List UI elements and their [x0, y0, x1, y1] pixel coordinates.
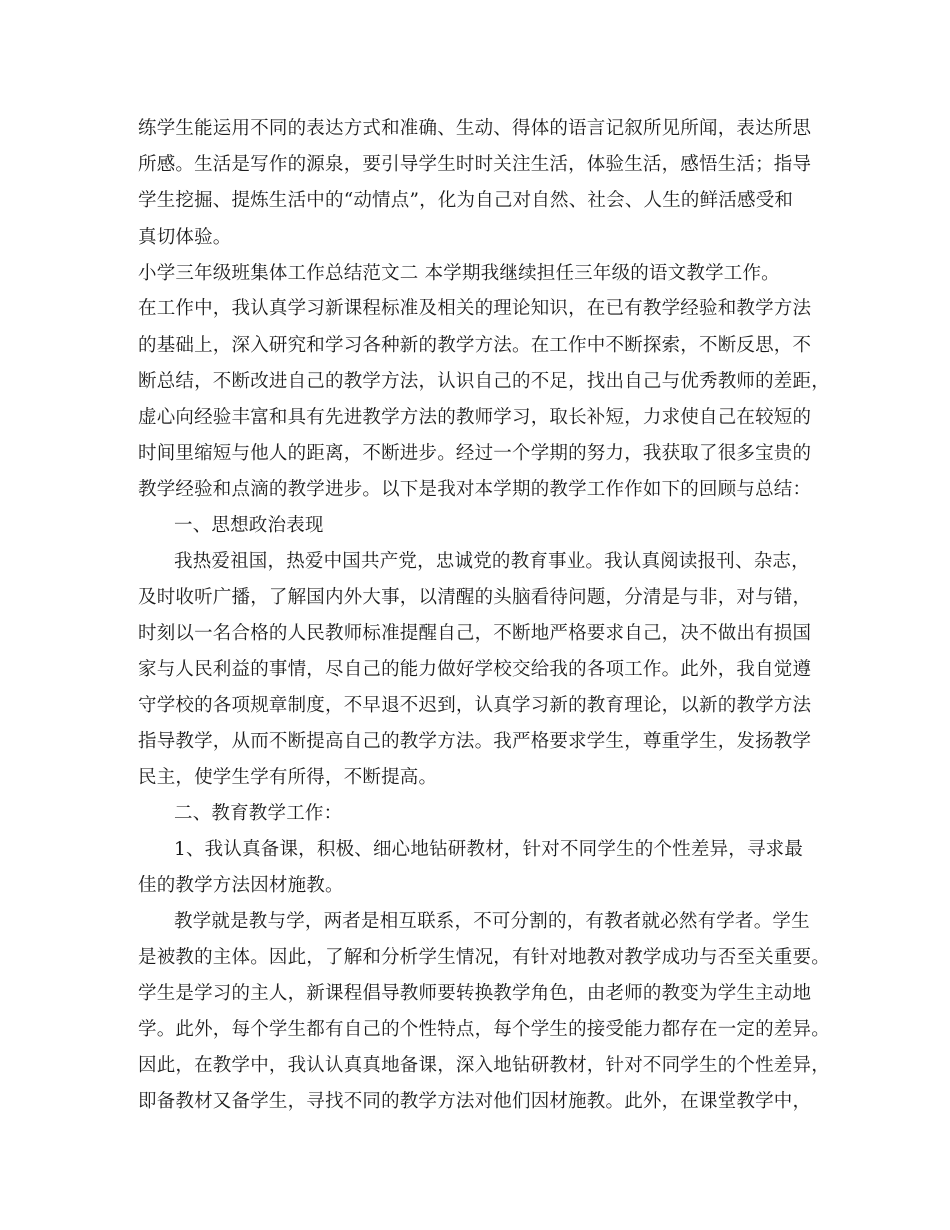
- text-line: 所感。生活是写作的源泉，要引导学生时时关注生活，体验生活，感悟生活；指导: [138, 154, 812, 175]
- text-line: 是被教的主体。因此，了解和分析学生情况，有针对地教对教学成功与否至关重要。: [138, 947, 830, 968]
- text-line: 真切体验。: [138, 227, 232, 248]
- text-line: 即备教材又备学生，寻找不同的教学方法对他们因材施教。此外，在课堂教学中，: [138, 1091, 812, 1112]
- text-line: 教学经验和点滴的教学进步。以下是我对本学期的教学工作作如下的回顾与总结：: [138, 479, 812, 500]
- text-line: 民主，使学生学有所得，不断提高。: [138, 767, 438, 788]
- text-line: 我热爱祖国，热爱中国共产党，忠诚党的教育事业。我认真阅读报刊、杂志，: [174, 551, 810, 572]
- text-line: 教学就是教与学，两者是相互联系，不可分割的，有教者就必然有学者。学生: [174, 911, 810, 932]
- text-line: 因此，在教学中，我认认真真地备课，深入地钻研教材，针对不同学生的个性差异，: [138, 1055, 830, 1076]
- text-line: 时间里缩短与他人的距离，不断进步。经过一个学期的努力，我获取了很多宝贵的: [138, 443, 812, 464]
- text-line: 佳的教学方法因材施教。: [138, 875, 344, 896]
- text-line: 家与人民利益的事情，尽自己的能力做好学校交给我的各项工作。此外，我自觉遵: [138, 659, 812, 680]
- text-line: 学生是学习的主人，新课程倡导教师要转换教学角色，由老师的教变为学生主动地: [138, 983, 812, 1004]
- text-line: 学。此外，每个学生都有自己的个性特点，每个学生的接受能力都存在一定的差异。: [138, 1019, 830, 1040]
- text-line: 在工作中，我认真学习新课程标准及相关的理论知识，在已有教学经验和教学方法: [138, 298, 812, 319]
- text-line: 学生挖掘、提炼生活中的“动情点”，化为自己对自然、社会、人生的鲜活感受和: [138, 190, 794, 211]
- text-line: 及时收听广播，了解国内外大事，以清醒的头脑看待问题，分清是与非，对与错，: [138, 587, 812, 608]
- text-line: 1、我认真备课，积极、细心地钻研教材，针对不同学生的个性差异，寻求最: [174, 839, 804, 860]
- text-line: 断总结，不断改进自己的教学方法，认识自己的不足，找出自己与优秀教师的差距，: [138, 371, 830, 392]
- text-line: 守学校的各项规章制度，不早退不迟到，认真学习新的教育理论，以新的教学方法: [138, 695, 812, 716]
- text-line: 练学生能运用不同的表达方式和准确、生动、得体的语言记叙所见所闻，表达所思: [138, 118, 812, 139]
- text-line: 的基础上，深入研究和学习各种新的教学方法。在工作中不断探索，不断反思，不: [138, 335, 812, 356]
- section-title-line: 小学三年级班集体工作总结范文二 本学期我继续担任三年级的语文教学工作。: [138, 263, 780, 284]
- section-heading: 一、思想政治表现: [174, 515, 324, 536]
- text-line: 时刻以一名合格的人民教师标准提醒自己，不断地严格要求自己，决不做出有损国: [138, 623, 812, 644]
- text-line: 虚心向经验丰富和具有先进教学方法的教师学习，取长补短，力求使自己在较短的: [138, 407, 812, 428]
- section-heading: 二、教育教学工作：: [174, 803, 343, 824]
- text-line: 指导教学，从而不断提高自己的教学方法。我严格要求学生，尊重学生，发扬教学: [138, 731, 812, 752]
